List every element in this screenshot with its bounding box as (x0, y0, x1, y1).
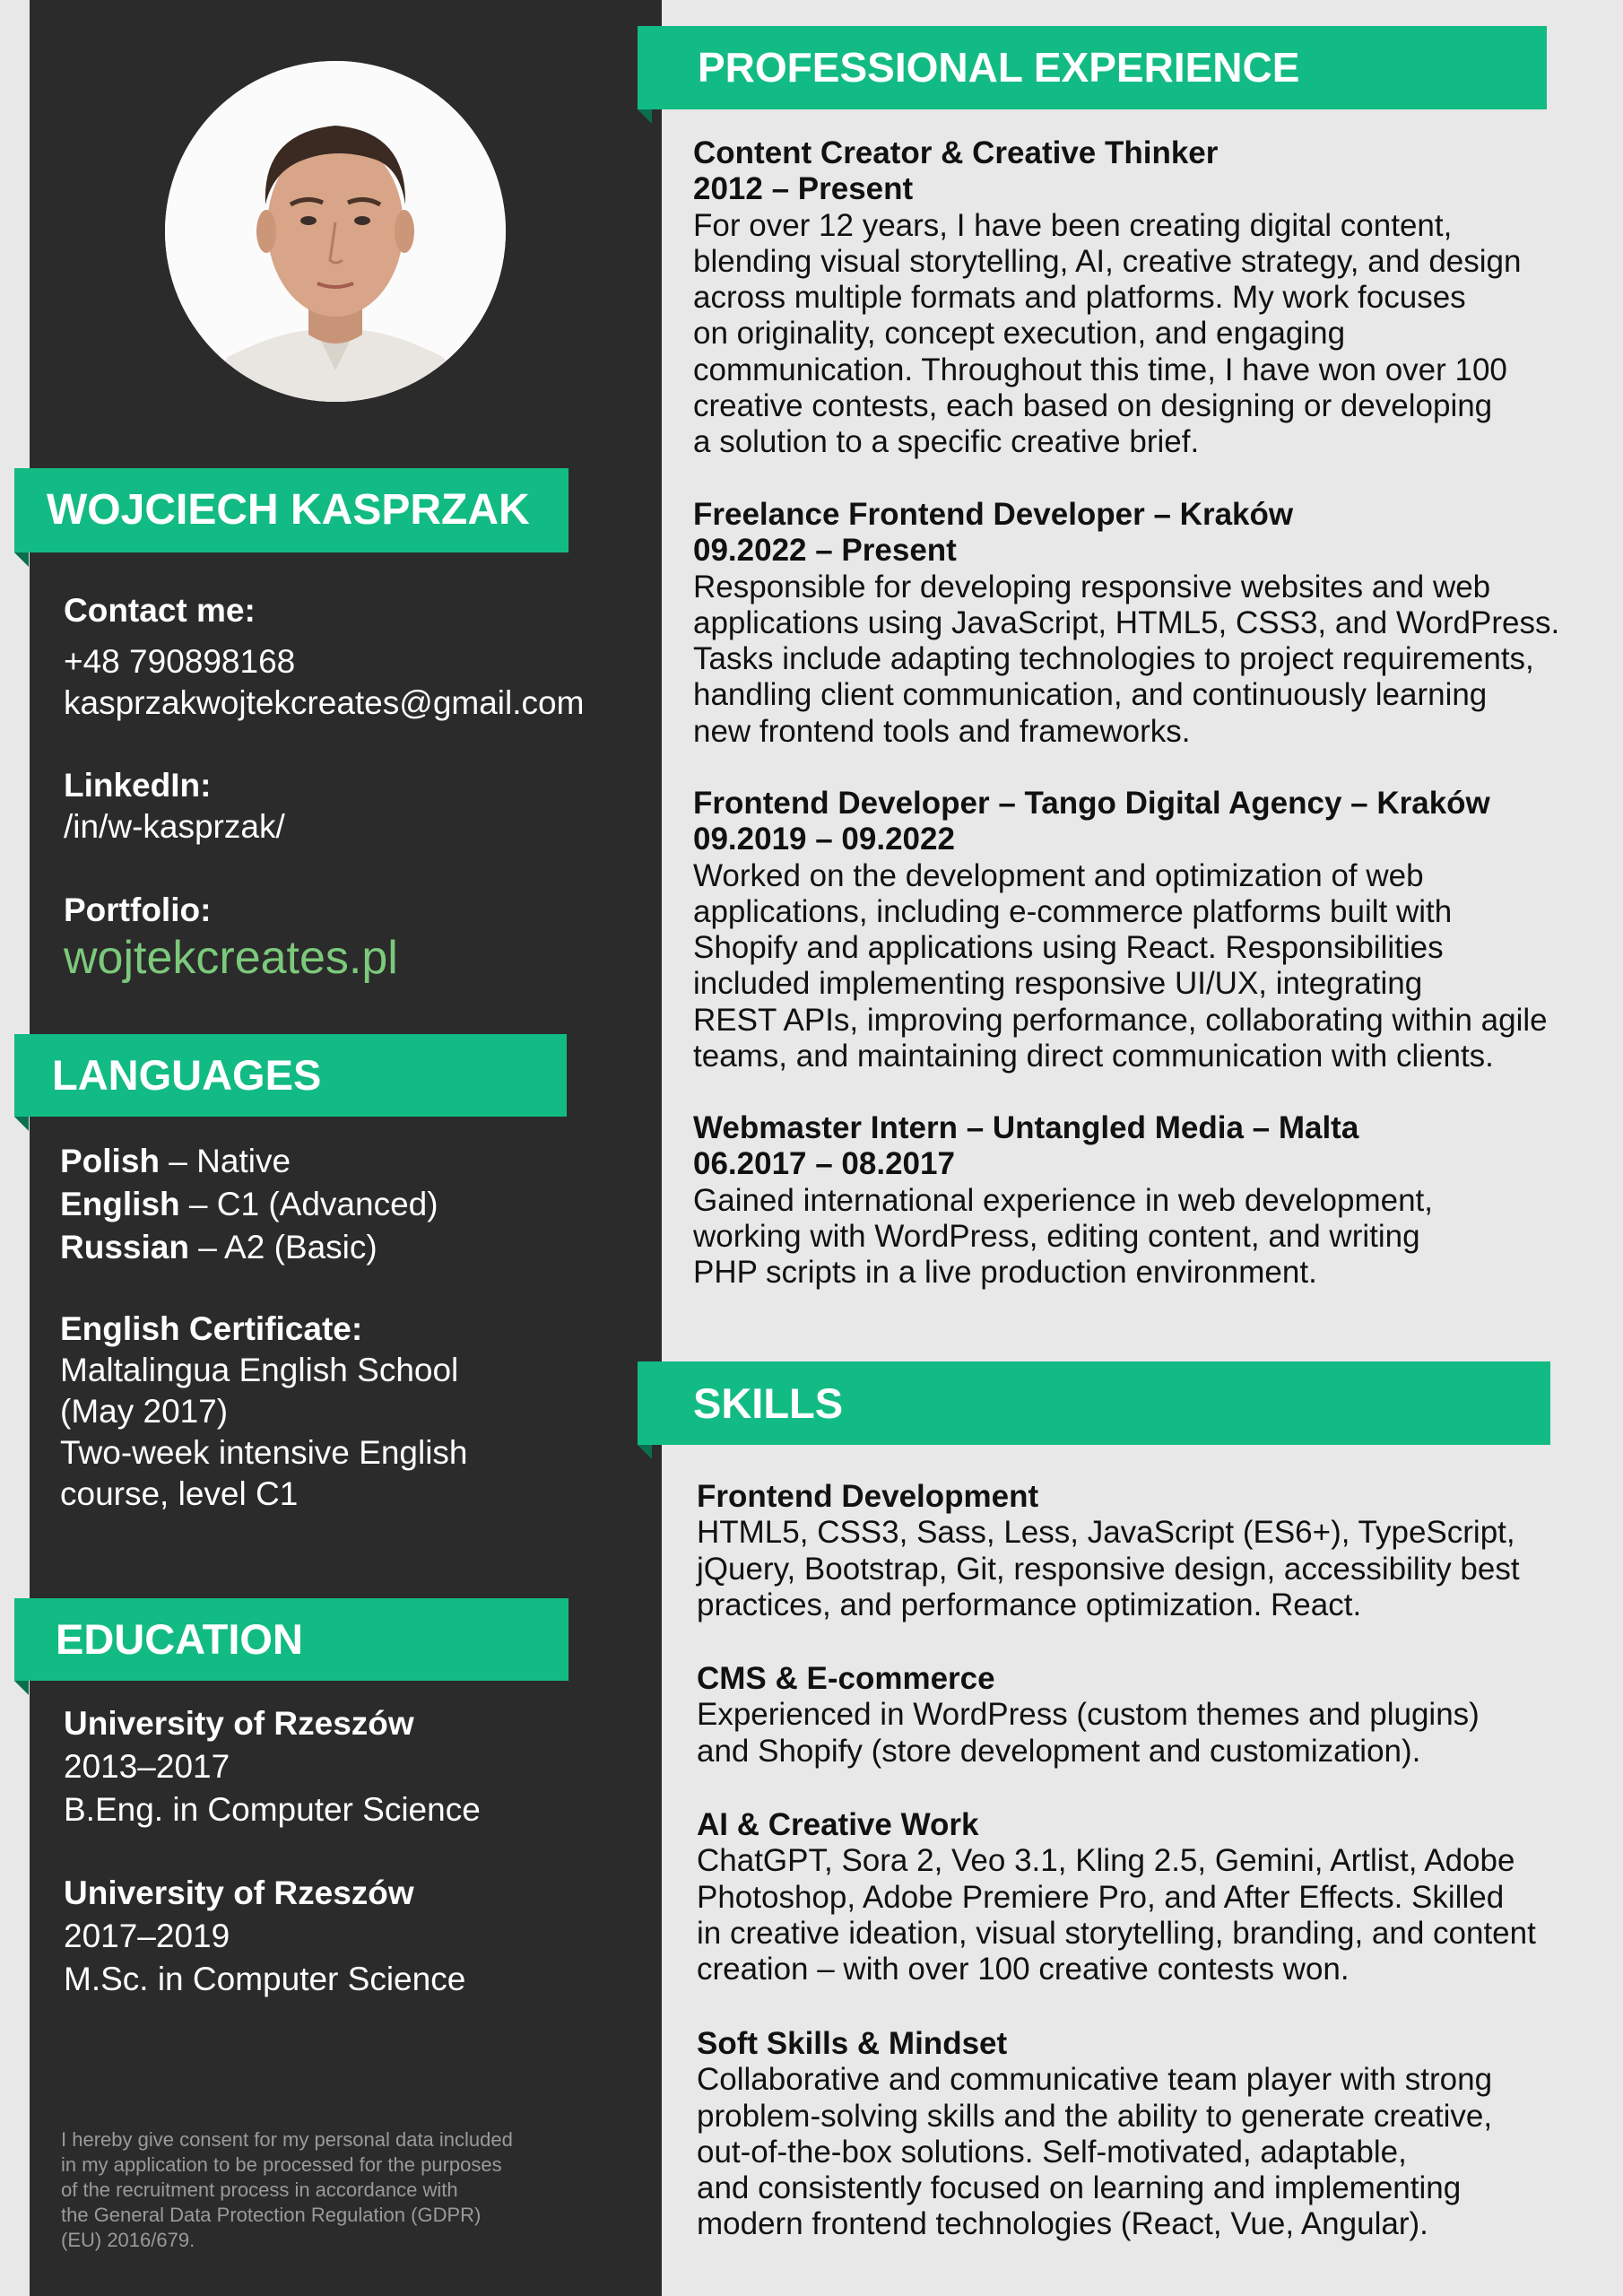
gdpr-line: I hereby give consent for my personal data included (61, 2128, 513, 2151)
profile-photo (165, 61, 506, 402)
job-title: Content Creator & Creative Thinker (693, 135, 1219, 170)
skills-heading-text: SKILLS (693, 1379, 844, 1427)
linkedin-label: LinkedIn: (64, 767, 212, 804)
experience-heading-text: PROFESSIONAL EXPERIENCE (698, 44, 1300, 91)
job-dates: 2012 – Present (693, 171, 914, 207)
portfolio-link[interactable]: wojtekcreates.pl (64, 932, 398, 984)
language-item (60, 1226, 438, 1269)
job-title: Freelance Frontend Developer – Kraków (693, 497, 1294, 532)
phone-number[interactable]: +48 790898168 (64, 643, 296, 680)
gdpr-line: in my application to be processed for the purposes (61, 2153, 502, 2176)
language-item (60, 1140, 438, 1183)
language-level: – A2 (Basic) (188, 1229, 378, 1265)
experience-heading (638, 26, 1547, 109)
skill-group (697, 1661, 1611, 1770)
skill-desc-line: jQuery, Bootstrap, Git, responsive design, accessibility best (697, 1551, 1520, 1587)
skill-desc-line: problem-solving skills and the ability to generate creative, (697, 2098, 1493, 2134)
experience-item (693, 1110, 1608, 1291)
language-item (60, 1183, 438, 1226)
job-desc-line: For over 12 years, I have been creating digital content, (693, 207, 1453, 243)
education-degree: M.Sc. in Computer Science (64, 1961, 466, 1997)
job-desc-line: Responsible for developing responsive websites and web (693, 569, 1491, 604)
job-desc-line: handling client communication, and continuously learning (693, 677, 1488, 713)
skill-group (697, 1479, 1611, 1623)
gdpr-line: the General Data Protection Regulation (GDPR) (61, 2204, 482, 2226)
job-desc-line: Worked on the development and optimization of web (693, 857, 1424, 893)
job-title: Webmaster Intern – Untangled Media – Malta (693, 1110, 1359, 1145)
gdpr-line: (EU) 2016/679. (61, 2229, 195, 2251)
education-school: University of Rzeszów (64, 1705, 414, 1742)
full-name: WOJCIECH KASPRZAK (47, 486, 530, 534)
certificate-block (60, 1309, 468, 1515)
education-heading-text: EDUCATION (56, 1615, 303, 1663)
experience-item (693, 135, 1608, 461)
education-years: 2017–2019 (64, 1918, 230, 1954)
skills-heading (638, 1361, 1550, 1445)
languages-heading-text: LANGUAGES (52, 1051, 322, 1099)
education-item (64, 1702, 481, 1831)
skill-desc-line: modern frontend technologies (React, Vue, Angular). (697, 2206, 1428, 2242)
linkedin-link[interactable]: /in/w-kasprzak/ (64, 808, 285, 845)
job-desc-line: Tasks include adapting technologies to project requirements, (693, 641, 1534, 677)
job-dates: 06.2017 – 08.2017 (693, 1146, 955, 1182)
skill-desc-line: and Shopify (store development and customization). (697, 1733, 1421, 1769)
education-item (64, 1872, 465, 2001)
skill-title: AI & Creative Work (697, 1807, 979, 1842)
skill-desc-line: out-of-the-box solutions. Self-motivated, adaptable, (697, 2134, 1407, 2170)
job-desc-line: a solution to a specific creative brief. (693, 424, 1200, 460)
job-desc-line: across multiple formats and platforms. My work focuses (693, 280, 1466, 316)
skill-group (697, 2026, 1611, 2243)
skill-desc-line: Experienced in WordPress (custom themes and plugins) (697, 1697, 1480, 1733)
education-years: 2013–2017 (64, 1748, 230, 1785)
education-heading (14, 1598, 568, 1681)
name-banner (14, 468, 568, 552)
skill-title: Frontend Development (697, 1479, 1039, 1514)
job-desc-line: creative contests, each based on designing or developing (693, 388, 1493, 424)
certificate-line: course, level C1 (60, 1475, 299, 1512)
skill-desc-line: Collaborative and communicative team player with strong (697, 2062, 1493, 2098)
email-address[interactable]: kasprzakwojtekcreates@gmail.com (64, 684, 585, 721)
language-level: – Native (160, 1143, 291, 1179)
job-desc-line: communication. Throughout this time, I have won over 100 (693, 352, 1507, 387)
skill-title: CMS & E-commerce (697, 1661, 995, 1696)
job-desc-line: new frontend tools and frameworks. (693, 713, 1191, 749)
job-desc-line: blending visual storytelling, AI, creative strategy, and design (693, 243, 1522, 279)
job-desc-line: Gained international experience in web development, (693, 1182, 1433, 1218)
certificate-line: Maltalingua English School (60, 1352, 459, 1388)
job-title: Frontend Developer – Tango Digital Agency – Kraków (693, 786, 1490, 821)
skill-desc-line: in creative ideation, visual storytelling, branding, and content (697, 1915, 1536, 1951)
language-level: – C1 (Advanced) (179, 1186, 438, 1222)
languages-heading (14, 1034, 567, 1117)
portfolio-label: Portfolio: (64, 891, 212, 928)
job-desc-line: on originality, concept execution, and engaging (693, 316, 1346, 352)
job-desc-line: Shopify and applications using React. Responsibilities (693, 930, 1444, 966)
language-name: English (60, 1186, 180, 1222)
language-name: Russian (60, 1229, 189, 1265)
contact-label: Contact me: (64, 592, 256, 629)
job-desc-line: applications using JavaScript, HTML5, CSS3, and WordPress. (693, 604, 1560, 640)
gdpr-consent (61, 2127, 644, 2253)
job-dates: 09.2019 – 09.2022 (693, 822, 955, 857)
job-desc-line: applications, including e-commerce platforms built with (693, 893, 1453, 929)
job-desc-line: REST APIs, improving performance, collaborating within agile (693, 1002, 1548, 1038)
skill-group (697, 1807, 1611, 1987)
job-desc-line: included implementing responsive UI/UX, integrating (693, 966, 1423, 1002)
certificate-line: Two-week intensive English (60, 1434, 468, 1471)
education-degree: B.Eng. in Computer Science (64, 1791, 481, 1828)
skill-desc-line: and consistently focused on learning and implementing (697, 2170, 1462, 2206)
skill-desc-line: HTML5, CSS3, Sass, Less, JavaScript (ES6+), TypeScript, (697, 1515, 1515, 1551)
gdpr-line: of the recruitment process in accordance with (61, 2179, 458, 2201)
job-dates: 09.2022 – Present (693, 533, 957, 569)
job-desc-line: working with WordPress, editing content, and writing (693, 1218, 1420, 1254)
languages-list (60, 1140, 438, 1269)
skill-desc-line: practices, and performance optimization. React. (697, 1587, 1362, 1622)
skill-title: Soft Skills & Mindset (697, 2026, 1008, 2061)
experience-item (693, 497, 1608, 750)
job-desc-line: teams, and maintaining direct communication with clients. (693, 1039, 1494, 1074)
education-school: University of Rzeszów (64, 1874, 414, 1911)
skill-desc-line: ChatGPT, Sora 2, Veo 3.1, Kling 2.5, Gemini, Artlist, Adobe (697, 1843, 1515, 1879)
skill-desc-line: creation – with over 100 creative contests won. (697, 1952, 1350, 1987)
certificate-line: (May 2017) (60, 1393, 229, 1430)
job-desc-line: PHP scripts in a live production environment. (693, 1255, 1317, 1291)
skill-desc-line: Photoshop, Adobe Premiere Pro, and After Effects. Skilled (697, 1879, 1505, 1915)
experience-item (693, 786, 1608, 1074)
certificate-label: English Certificate: (60, 1310, 363, 1347)
language-name: Polish (60, 1143, 161, 1179)
